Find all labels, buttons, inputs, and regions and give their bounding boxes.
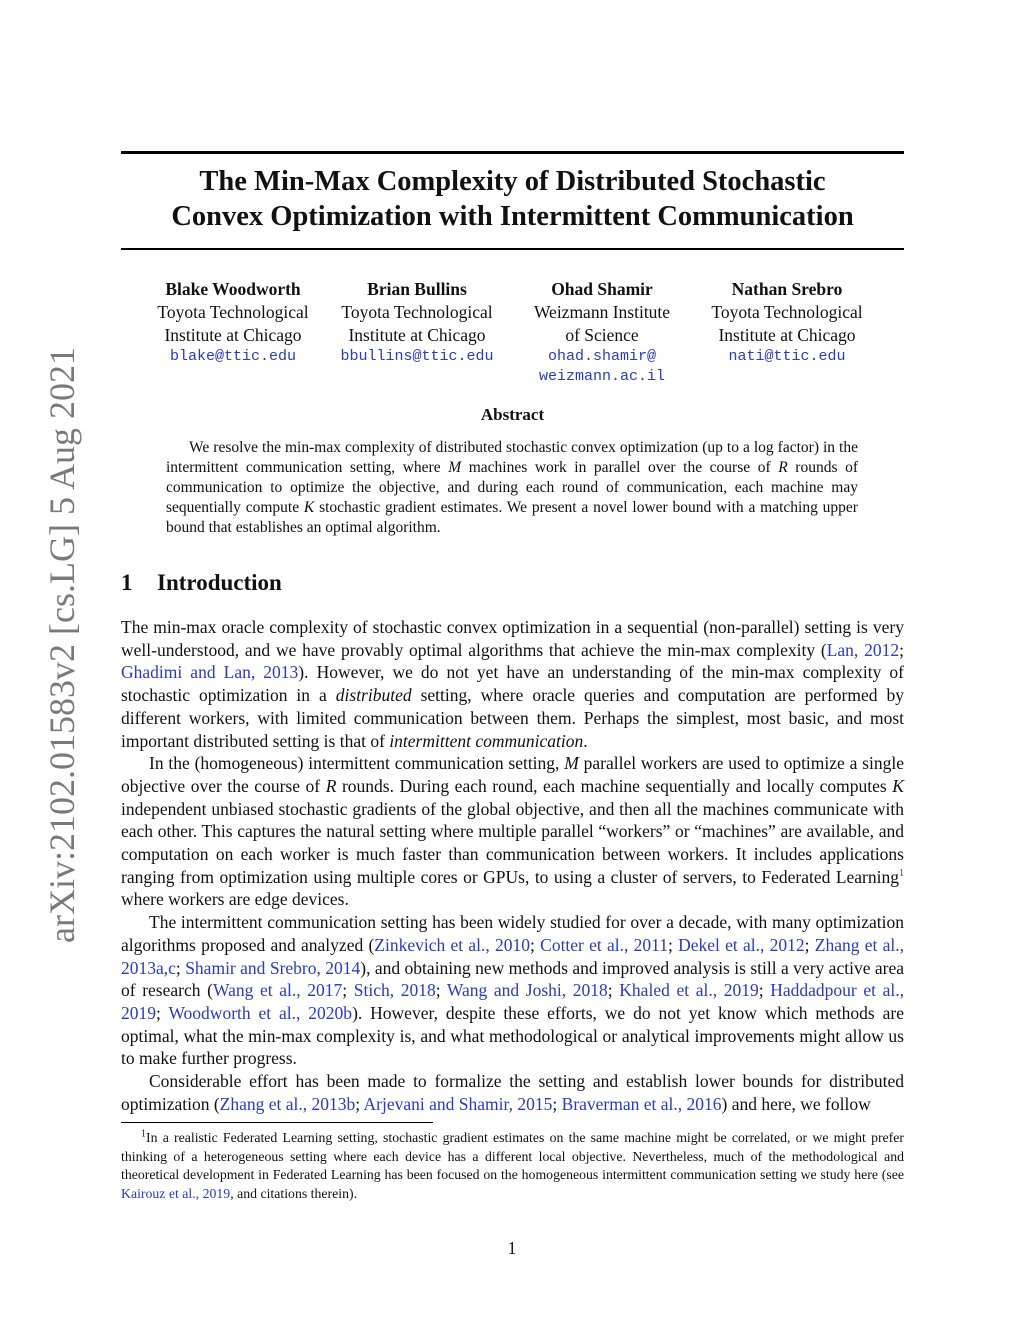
- citation-link[interactable]: Cotter et al., 2011: [540, 934, 668, 955]
- author-affiliation: of Science: [565, 325, 639, 345]
- author-block: [692, 278, 882, 367]
- paragraph: Considerable effort has been made to formalize the setting and establish lower bounds for distributed optimization (Zhang et al., 2013b; Arjevani and Shamir, 2015; Braverman et al., 2016) and here, we follow: [121, 1071, 904, 1114]
- citation-link[interactable]: Zhang et al., 2013a,c: [121, 934, 905, 978]
- citation-link[interactable]: Wang and Joshi, 2018: [446, 980, 608, 1001]
- section-title: Introduction: [157, 570, 282, 595]
- abstract-heading: Abstract: [480, 405, 545, 424]
- author-email[interactable]: blake@ttic.edu: [169, 348, 297, 365]
- citation-link[interactable]: Ghadimi and Lan, 2013: [121, 662, 299, 683]
- section-heading: [121, 570, 282, 596]
- title-line-2: Convex Optimization with Intermittent Communication: [171, 201, 854, 232]
- citation-link[interactable]: Stich, 2018: [353, 980, 436, 1001]
- title-line-1: The Min-Max Complexity of Distributed Stochastic: [199, 166, 826, 197]
- author-block: [507, 278, 697, 387]
- author-name: Brian Bullins: [367, 279, 467, 299]
- author-email[interactable]: bbullins@ttic.edu: [340, 348, 494, 365]
- citation-link[interactable]: Khaled et al., 2019: [619, 980, 759, 1001]
- author-name: Ohad Shamir: [551, 279, 653, 299]
- author-block: [138, 278, 328, 367]
- abstract-text: We resolve the min-max complexity of distributed stochastic convex optimization (up to a log factor) in the intermittent communication setting, where M machines work in parallel over the course of R rounds of communication to optimize the objective, and during each round of communication, each machine may sequentially compute K stochastic gradient estimates. We present a novel lower bound with a matching upper bound that establishes an optimal algorithm.: [166, 439, 858, 536]
- citation-link[interactable]: Kairouz et al., 2019: [121, 1186, 231, 1202]
- paragraph: In the (homogeneous) intermittent communication setting, M parallel workers are used to optimize a single objective over the course of R rounds. During each round, each machine sequentially and locally computes K independent unbiased stochastic gradients of the global objective, and then all the machines communicate with each other. This captures the natural setting where multiple parallel “workers” or “machines” are available, and computation on each worker is much faster than communication between workers. It includes applications ranging from optimization using multiple cores or GPUs, to using a cluster of servers, to Federated Learning$^1$ where workers are edge devices.: [121, 753, 904, 910]
- author-affiliation: Institute at Chicago: [348, 325, 486, 345]
- footnote: $^1$In a realistic Federated Learning setting, stochastic gradient estimates on the same machine might be correlated, or we might prefer thinking of a heterogeneous setting where each device has a different local objective. Nevertheless, much of the methodological and theoretical development in Federated Learning has been focused on the homogeneous intermittent communication setting we study here (see Kairouz et al., 2019, and citations therein).: [121, 1128, 904, 1202]
- author-name: Blake Woodworth: [165, 279, 301, 299]
- author-affiliation: Weizmann Institute: [533, 302, 671, 322]
- paper-title: [121, 164, 904, 234]
- citation-link[interactable]: Woodworth et al., 2020b: [168, 1002, 353, 1023]
- citation-link[interactable]: Zhang et al., 2013b: [219, 1093, 356, 1114]
- citation-link[interactable]: Zinkevich et al., 2010: [374, 934, 531, 955]
- page-number: 1: [507, 1238, 517, 1258]
- paragraph: The intermittent communication setting has been widely studied for over a decade, with many optimization algorithms proposed and analyzed (Zinkevich et al., 2010; Cotter et al., 2011; Dekel et al., 2012; Zhang et al., 2013a,c; Shamir and Srebro, 2014), and obtaining new methods and improved analysis is still a very active area of research (Wang et al., 2017; Stich, 2018; Wang and Joshi, 2018; Khaled et al., 2019; Haddadpour et al., 2019; Woodworth et al., 2020b). However, despite these efforts, we do not yet know which methods are optimal, what the min-max complexity is, and what methodological or analytical improvements might allow us to make further progress.: [121, 912, 905, 1069]
- footnote-number: 1: [141, 1128, 146, 1140]
- author-affiliation: Toyota Technological: [157, 302, 309, 322]
- citation-link[interactable]: Lan, 2012: [826, 639, 900, 660]
- author-affiliation: Toyota Technological: [341, 302, 493, 322]
- citation-link[interactable]: Wang et al., 2017: [212, 980, 343, 1001]
- footnote-mark[interactable]: 1: [899, 867, 904, 879]
- title-bottom-rule: [121, 248, 904, 250]
- author-affiliation: Institute at Chicago: [164, 325, 302, 345]
- paragraph: The min-max oracle complexity of stochastic convex optimization in a sequential (non-parallel) setting is very well-understood, and we have provably optimal algorithms that achieve the min-max complexity (Lan, 2012; Ghadimi and Lan, 2013). However, we do not yet have an understanding of the min-max complexity of stochastic optimization in a distributed setting, where oracle queries and computation are performed by different workers, with limited communication between them. Perhaps the simplest, most basic, and most important distributed setting is that of intermittent communication.: [121, 617, 904, 751]
- section-number: 1: [121, 570, 133, 595]
- footnote-rule: [121, 1122, 433, 1123]
- arxiv-stamp: arXiv:2102.01583v2 [cs.LG] 5 Aug 2021: [42, 347, 82, 943]
- citation-link[interactable]: Arjevani and Shamir, 2015: [363, 1093, 553, 1114]
- citation-link[interactable]: Braverman et al., 2016: [561, 1093, 722, 1114]
- title-top-rule: [121, 151, 904, 154]
- author-email[interactable]: ohad.shamir@: [547, 348, 657, 365]
- author-email-cont[interactable]: weizmann.ac.il: [538, 368, 666, 385]
- citation-link[interactable]: Shamir and Srebro, 2014: [185, 957, 361, 978]
- author-affiliation: Institute at Chicago: [718, 325, 856, 345]
- author-name: Nathan Srebro: [731, 279, 843, 299]
- author-email[interactable]: nati@ttic.edu: [728, 348, 846, 365]
- author-block: [322, 278, 512, 367]
- citation-link[interactable]: Dekel et al., 2012: [678, 934, 805, 955]
- author-affiliation: Toyota Technological: [711, 302, 863, 322]
- citation-link[interactable]: Haddadpour et al., 2019: [121, 980, 904, 1023]
- body-text: [121, 616, 904, 1115]
